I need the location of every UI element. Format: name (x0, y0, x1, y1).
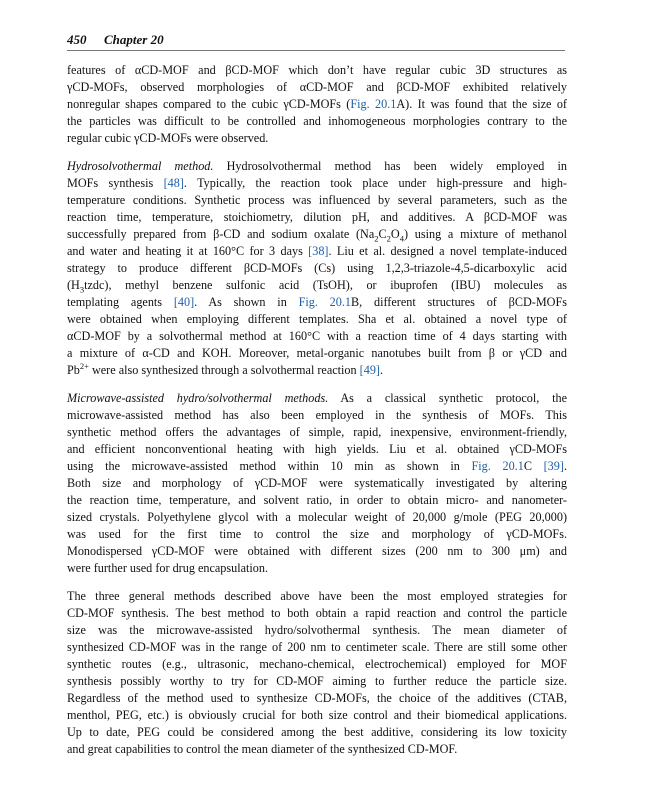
text-run: Microwave-assisted hydro/solvothermal methods. (67, 391, 329, 405)
text-run: microwave-assisted method has also been employed in the synthesis of MOFs. This (67, 408, 567, 422)
text-line (67, 79, 567, 96)
text-line (67, 673, 567, 690)
text-line (67, 707, 567, 724)
text-line (67, 130, 567, 147)
text-line (67, 345, 567, 362)
text-run: menthol, PEG, etc.) is obviously crucial for both size control and their biomedical applications. (67, 708, 567, 722)
text-run: Up to date, PEG could be considered among the best additive, considering its low toxicity (67, 725, 567, 739)
text-run: and water and heating it at 160°C for 3 days (67, 244, 309, 258)
text-line (67, 243, 567, 260)
text-run: features of αCD-MOF and βCD-MOF which don’t have regular cubic 3D structures as (67, 63, 567, 77)
text-run: . Liu et al. designed a novel template-induced (328, 244, 567, 258)
paragraph-p2 (67, 158, 567, 379)
text-line (67, 526, 567, 543)
paragraph-p1 (67, 62, 567, 147)
text-run: A). It was found that the size of (396, 97, 567, 111)
text-run: Monodispersed γCD-MOF were obtained with different sizes (200 nm to 300 μm) and (67, 544, 567, 558)
text-run: were further used for drug encapsulation. (67, 561, 269, 575)
text-run: sized crystals. Polyethylene glycol with a molecular weight of 20,000 g/mole (PEG 20,000) (67, 510, 567, 524)
paragraph-p4 (67, 588, 567, 758)
text-line (67, 260, 567, 277)
text-run: Pb (67, 363, 80, 377)
text-run: temperature conditions. Synthetic process was influenced by several parameters, such as the (67, 193, 567, 207)
text-run: ) using a mixture of methanol (403, 227, 567, 241)
citation-link[interactable]: [39] (543, 459, 564, 473)
text-line (67, 294, 567, 311)
page-number: 450 (67, 32, 87, 47)
text-line (67, 622, 567, 639)
text-run: and great capabilities to control the mean diameter of the synthesized CD-MOF. (67, 742, 458, 756)
text-line (67, 724, 567, 741)
text-run: C (378, 227, 387, 241)
text-run: the particles was difficult to be controlled and inhomogeneous morphologies contrary to the (67, 114, 567, 128)
text-line (67, 62, 567, 79)
text-run: were obtained when employing different templates. Sha et al. obtained a novel type of (67, 312, 567, 326)
text-line (67, 390, 567, 407)
text-run: nonregular shapes compared to the cubic γCD-MOFs ( (67, 97, 351, 111)
text-run: The three general methods described above have been the most employed strategies for (67, 589, 567, 603)
citation-link[interactable]: [49] (359, 363, 380, 377)
text-run: αCD-MOF by a solvothermal method at 160°C with a reaction time of 4 days starting with (67, 329, 567, 343)
text-run: strategy to produce different βCD-MOFs (Cs) using 1,2,3-triazole-4,5-dicarboxylic acid (67, 261, 567, 275)
running-head (67, 30, 565, 51)
text-line (67, 407, 567, 424)
paragraph-p3 (67, 390, 567, 577)
citation-link[interactable]: [38] (308, 244, 329, 258)
text-run: B, different structures of βCD-MOFs (351, 295, 567, 309)
text-run: 2 (374, 233, 379, 244)
text-line (67, 96, 567, 113)
text-line (67, 639, 567, 656)
citation-link[interactable]: Fig. 20.1 (471, 459, 524, 473)
text-line (67, 158, 567, 175)
text-line (67, 605, 567, 622)
text-run: Hydrosolvothermal method has been widely employed in (213, 159, 567, 173)
text-run: . (563, 459, 567, 473)
body-text (67, 62, 567, 769)
text-run: MOFs synthesis (67, 176, 164, 190)
citation-link[interactable]: Fig. 20.1 (298, 295, 352, 309)
text-run: . (379, 363, 384, 377)
citation-link[interactable]: [48] (163, 176, 184, 190)
text-run: CD-MOF synthesis. The best method to both obtain a rapid reaction and control the particle (67, 606, 567, 620)
text-run: was used for the first time to control the size and morphology of γCD-MOFs. (67, 527, 567, 541)
text-run: synthesized CD-MOF was in the range of 200 nm to centimeter scale. There are still some other (67, 640, 567, 654)
text-line (67, 113, 567, 130)
text-line (67, 277, 567, 294)
text-line (67, 458, 567, 475)
text-run: and efficient nonconventional heating with high yields. Liu et al. obtained γCD-MOFs (67, 442, 567, 456)
text-run: successfully prepared from β-CD and sodium oxalate (Na (67, 227, 375, 241)
text-run: . Typically, the reaction took place under high-pressure and high- (183, 176, 567, 190)
text-line (67, 441, 567, 458)
text-line (67, 175, 567, 192)
text-run: synthesis possibly worthy to try for CD-MOF aiming to further reduce the particle size. (67, 674, 567, 688)
chapter-title: Chapter 20 (104, 32, 164, 47)
text-line (67, 311, 567, 328)
text-run: 2+ (79, 360, 89, 371)
text-run: Regardless of the method used to synthesize CD-MOFs, the choice of the additives (CTAB, (67, 691, 567, 705)
text-run: As a classical synthetic protocol, the (328, 391, 567, 405)
text-run: templating agents (67, 295, 174, 309)
text-run: a mixture of α-CD and KOH. Moreover, metal-organic nanotubes built from β or γCD and (67, 346, 567, 360)
text-line (67, 424, 567, 441)
text-line (67, 509, 567, 526)
text-line (67, 492, 567, 509)
text-line (67, 690, 567, 707)
text-run: 2 (386, 233, 391, 244)
citation-link[interactable]: Fig. 20.1 (350, 97, 397, 111)
text-run: (H (67, 278, 80, 292)
text-run: tzdc), methyl benzene sulfonic acid (TsOH), or ibuprofen (IBU) molecules as (84, 278, 567, 292)
text-line (67, 656, 567, 673)
text-line (67, 475, 567, 492)
text-run: size was the microwave-assisted hydro/solvothermal synthesis. The mean diameter of (67, 623, 567, 637)
text-line (67, 741, 567, 758)
text-run: γCD-MOFs, observed morphologies of αCD-MOF and βCD-MOF exhibited relatively (67, 80, 567, 94)
citation-link[interactable]: [40] (173, 295, 195, 309)
text-run: synthetic routes (e.g., ultrasonic, mechano-chemical, electrochemical) employed for MOF (67, 657, 567, 671)
text-run: . As shown in (194, 295, 299, 309)
text-run: regular cubic γCD-MOFs were observed. (67, 131, 269, 145)
text-run: 4 (399, 233, 404, 244)
text-run: C (523, 459, 544, 473)
text-run: 3 (79, 284, 85, 295)
text-line (67, 362, 567, 379)
text-run: Hydrosolvothermal method. (67, 159, 214, 173)
text-run: Both size and morphology of γCD-MOF were systematically investigated by altering (67, 476, 567, 490)
text-run: O (390, 227, 400, 241)
text-run: were also synthesized through a solvothermal reaction (88, 363, 360, 377)
text-line (67, 192, 567, 209)
text-line (67, 560, 567, 577)
text-line (67, 588, 567, 605)
text-line (67, 226, 567, 243)
text-line (67, 328, 567, 345)
text-line (67, 209, 567, 226)
text-run: using the microwave-assisted method within 10 min as shown in (67, 459, 472, 473)
text-run: the reaction time, temperature, and solvent ratio, in order to obtain micro- and nanometer- (67, 493, 567, 507)
text-run: reaction time, temperature, stoichiometry, dilution pH, and additives. A βCD-MOF was (67, 210, 567, 224)
text-line (67, 543, 567, 560)
text-run: synthetic method offers the advantages of simple, rapid, inexpensive, environment-friendly, (67, 425, 567, 439)
